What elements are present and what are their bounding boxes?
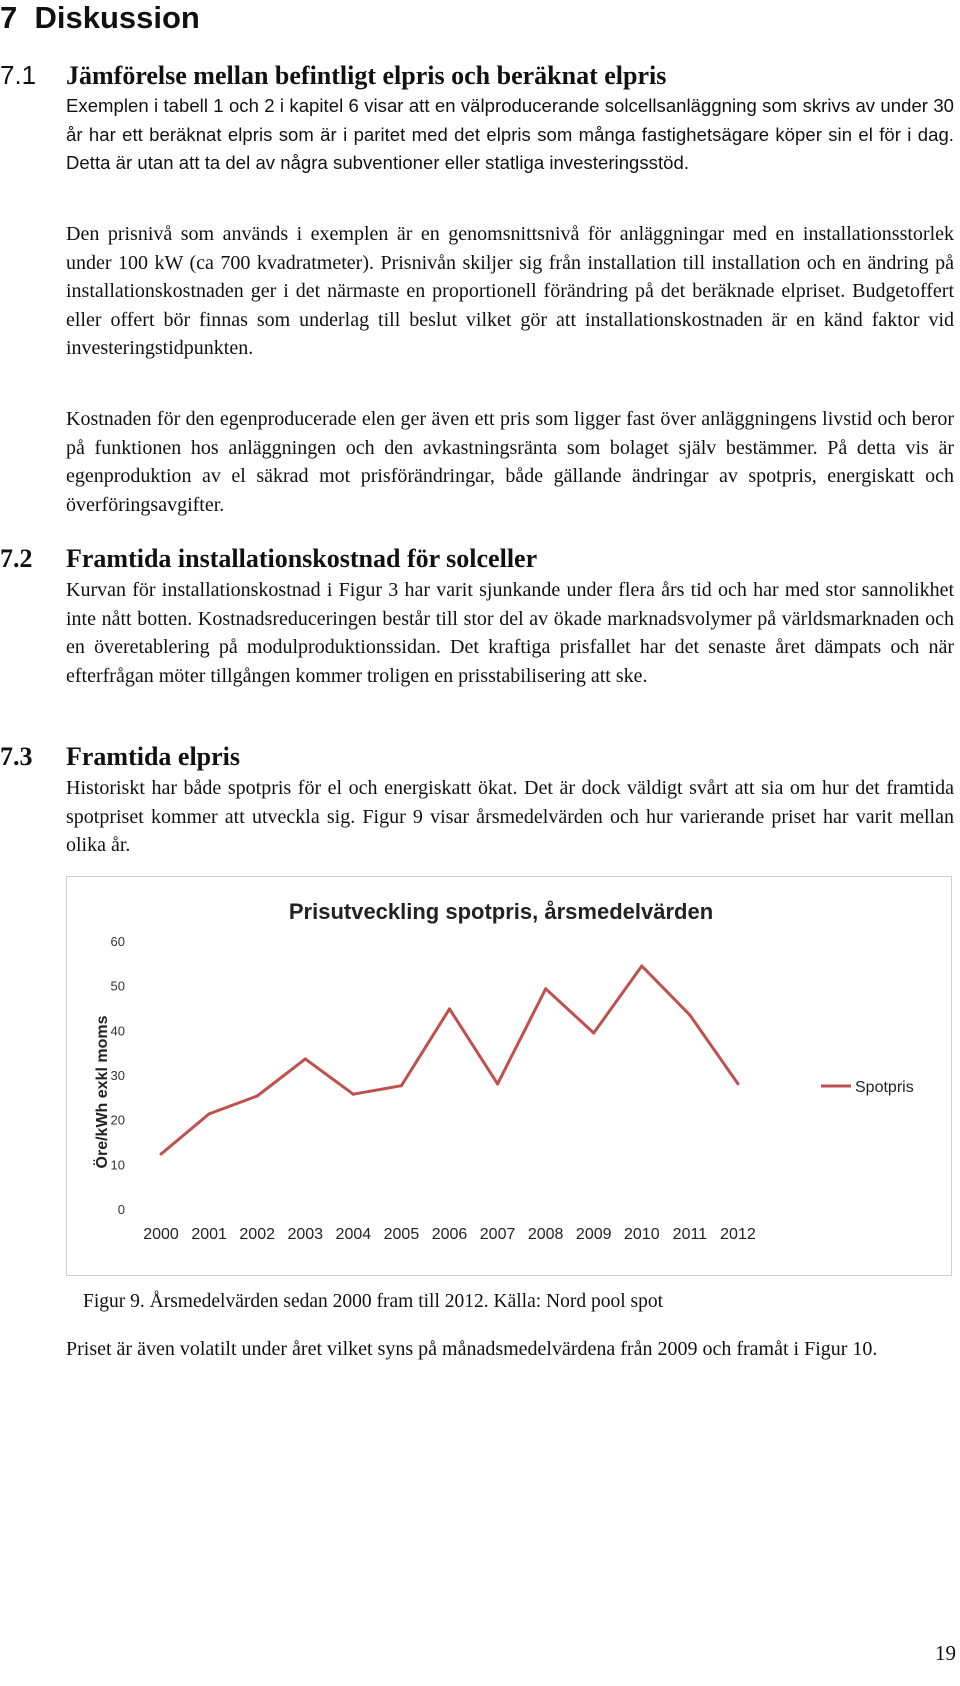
section-heading-7-2 <box>0 544 537 574</box>
x-tick-label: 2002 <box>239 1226 275 1243</box>
data-point-2011 <box>688 1014 691 1017</box>
legend-label-spotpris: Spotpris <box>855 1079 914 1096</box>
chart-title: Prisutveckling spotpris, årsmedelvärden <box>288 899 714 924</box>
chapter-title <box>0 0 200 36</box>
x-tick-label: 2011 <box>672 1226 708 1243</box>
x-tick-label: 2005 <box>383 1226 420 1243</box>
data-point-2007 <box>496 1082 499 1085</box>
data-point-2002 <box>256 1094 259 1097</box>
y-axis-label: Öre/kWh exkl moms <box>94 1015 111 1169</box>
x-tick-label: 2000 <box>143 1226 179 1243</box>
section-number: 7.3 <box>0 742 33 771</box>
data-point-2003 <box>304 1057 307 1060</box>
data-point-2001 <box>208 1112 211 1115</box>
x-tick-label: 2010 <box>624 1226 660 1243</box>
paragraph: Kostnaden för den egenproducerade elen ger även ett pris som ligger fast över anläggningens livstid och beror på funktionen hos anläggningen och den avkastningsränta som bolaget själv bestämmer. På detta vis är egenproduktion av el säkrad mot prisförändringar, både gällande ändringar av spotpris, energiskatt och överföringsavgifter. <box>66 408 954 516</box>
x-tick-label: 2006 <box>431 1226 468 1243</box>
section-title: Framtida installationskostnad för solceller <box>66 544 538 573</box>
section-title: Jämförelse mellan befintligt elpris och beräknat elpris <box>66 61 667 90</box>
x-tick-label: 2004 <box>335 1226 372 1243</box>
paragraph: Historiskt har både spotpris för el och energiskatt ökat. Det är dock väldigt svårt att sia om hur det framtida spotpriset kommer att utveckla sig. Figur 9 visar årsmedelvärden och hur varierande priset har varit mellan olika år. <box>66 777 954 856</box>
section-number: 7.2 <box>0 544 33 573</box>
data-point-2010 <box>640 965 643 968</box>
x-tick-label: 2012 <box>720 1226 756 1243</box>
x-tick-label: 2009 <box>575 1226 612 1243</box>
y-tick-label: 40 <box>110 1023 125 1039</box>
section-number: 7.1 <box>0 60 37 90</box>
data-point-2000 <box>160 1153 163 1156</box>
y-tick-label: 20 <box>110 1112 125 1128</box>
section-title: Framtida elpris <box>66 742 241 771</box>
data-point-2005 <box>400 1084 403 1087</box>
x-tick-label: 2007 <box>479 1226 516 1243</box>
line-chart <box>67 877 953 1277</box>
x-tick-label: 2008 <box>527 1226 564 1243</box>
closing-paragraph: Priset är även volatilt under året vilket syns på månadsmedelvärdena från 2009 och framåt i Figur 10. <box>66 1338 878 1360</box>
series-line-spotpris <box>161 966 738 1154</box>
data-point-2006 <box>448 1007 451 1010</box>
x-tick-label: 2001 <box>191 1226 227 1243</box>
x-tick-label: 2003 <box>287 1226 324 1243</box>
data-point-2009 <box>592 1032 595 1035</box>
paragraph: Kurvan för installationskostnad i Figur 3 har varit sjunkande under flera års tid och har med stor sannolikhet inte nått botten. Kostnadsreduceringen består till stor del av ökade marknadsvolymer på världsmarknaden och en överetablering på modulproduktionssidan. Det kraftiga prisfallet har det senaste året dämpats och när efterfrågan möter tillgången kommer troligen en prisstabilisering att ske. <box>66 579 954 687</box>
figure-caption: Figur 9. Årsmedelvärden sedan 2000 fram till 2012. Källa: Nord pool spot <box>83 1291 664 1312</box>
figure-9 <box>66 876 952 1276</box>
paragraph: Exemplen i tabell 1 och 2 i kapitel 6 visar att en välproducerande solcellsanläggning som skrivs av under 30 år har ett beräknat elpris som är i paritet med det elpris som många fastighetsägare köper sin el för i dag. Detta är utan att ta del av några subventioner eller statliga investeringsstöd. <box>66 95 954 173</box>
y-tick-label: 10 <box>110 1157 125 1173</box>
data-point-2008 <box>544 987 547 990</box>
chapter-title-text: Diskussion <box>34 0 200 35</box>
y-tick-label: 60 <box>110 934 125 949</box>
page-number: 19 <box>935 1641 956 1665</box>
y-tick-label: 30 <box>110 1068 125 1083</box>
y-tick-label: 50 <box>110 978 125 994</box>
chapter-number: 7 <box>0 0 18 35</box>
section-heading-7-3 <box>0 742 240 772</box>
data-point-2012 <box>736 1082 739 1085</box>
paragraph: Den prisnivå som används i exemplen är en genomsnittsnivå för anläggningar med en installationsstorlek under 100 kW (ca 700 kvadratmeter). Prisnivån skiljer sig från installation till installation och en ändring på installationskostnaden ger i det närmaste en proportionell förändring på det beräknade elpriset. Budgetoffert eller offert bör finnas som underlag till beslut vilket gör att installationskostnaden är en känd faktor vid investeringstidpunkten. <box>66 223 954 359</box>
y-tick-label: 0 <box>117 1202 125 1217</box>
data-point-2004 <box>352 1093 355 1096</box>
section-heading-7-1 <box>0 60 666 91</box>
